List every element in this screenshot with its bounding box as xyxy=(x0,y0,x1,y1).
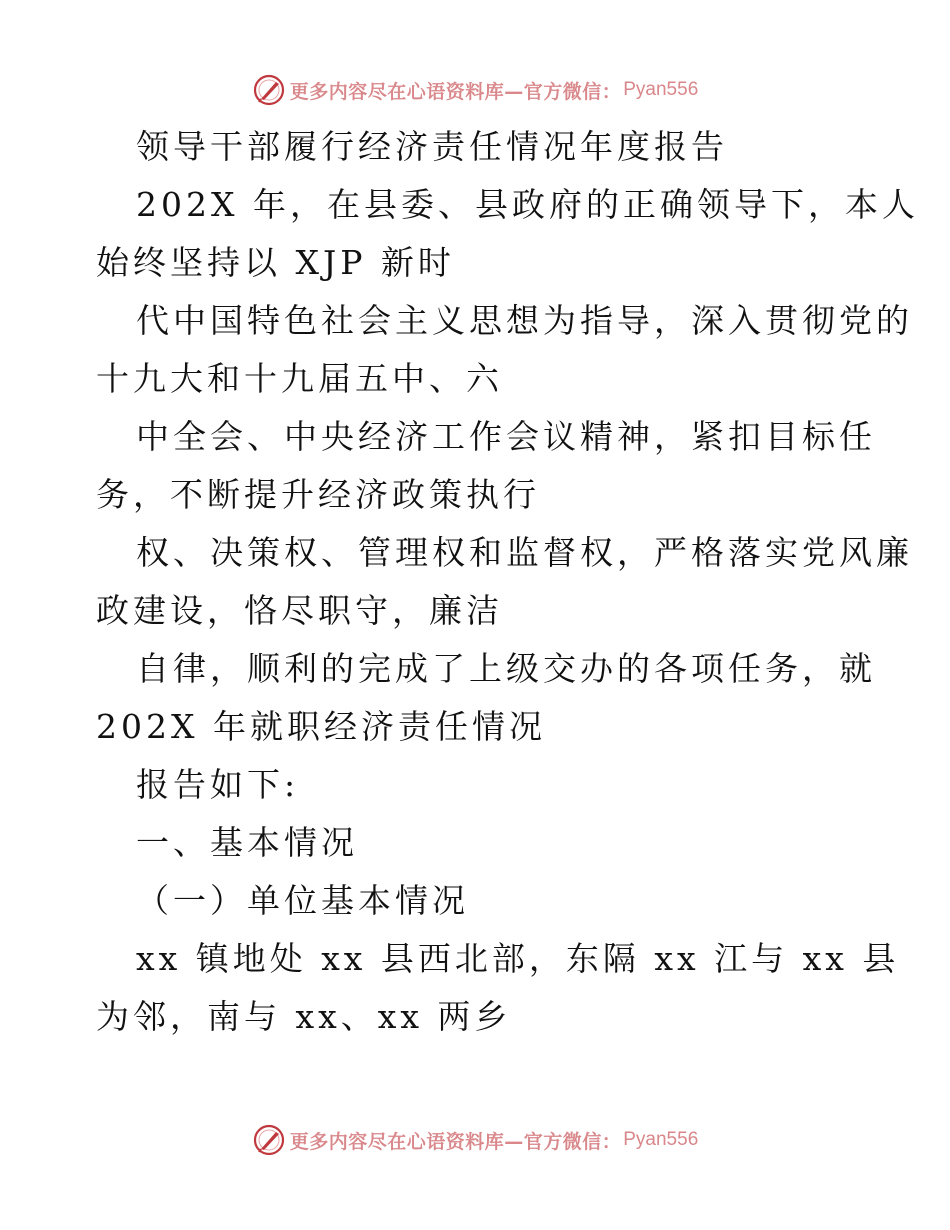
doc-line: 务，不断提升经济政策执行 xyxy=(96,475,540,514)
doc-line: 始终坚持以 XJP 新时 xyxy=(96,243,455,282)
banner-wechat-id: Pyan556 xyxy=(623,79,699,100)
doc-line: 202X 年就职经济责任情况 xyxy=(96,707,546,746)
doc-line: 十九大和十九届五中、六 xyxy=(96,359,503,398)
section-heading: 一、基本情况 xyxy=(136,823,358,862)
doc-line: 领导干部履行经济责任情况年度报告 xyxy=(136,127,728,166)
banner-text: 更多内容尽在心语资料库—官方微信： xyxy=(289,80,622,103)
doc-line: 报告如下: xyxy=(136,765,300,804)
subsection-heading: （一）单位基本情况 xyxy=(136,881,469,920)
footer-watermark-banner xyxy=(0,1120,950,1160)
quill-seal-icon xyxy=(252,1123,286,1157)
doc-line: 中全会、中央经济工作会议精神，紧扣目标任 xyxy=(136,417,876,456)
doc-line: xx 镇地处 xx 县西北部，东隔 xx 江与 xx 县 xyxy=(136,939,900,978)
document-body xyxy=(96,118,919,1046)
doc-line: 202X 年，在县委、县政府的正确领导下，本人 xyxy=(136,185,919,224)
doc-line: 政建设，恪尽职守，廉洁 xyxy=(96,591,503,630)
doc-line: 为邻，南与 xx、xx 两乡 xyxy=(96,997,512,1036)
quill-seal-icon xyxy=(252,73,286,107)
banner-text: 更多内容尽在心语资料库—官方微信： xyxy=(289,1130,622,1153)
doc-line: 代中国特色社会主义思想为指导，深入贯彻党的 xyxy=(136,301,913,340)
header-watermark-banner xyxy=(0,70,950,110)
doc-line: 权、决策权、管理权和监督权，严格落实党风廉 xyxy=(136,533,913,572)
doc-line: 自律，顺利的完成了上级交办的各项任务，就 xyxy=(136,649,876,688)
banner-wechat-id: Pyan556 xyxy=(623,1129,699,1150)
